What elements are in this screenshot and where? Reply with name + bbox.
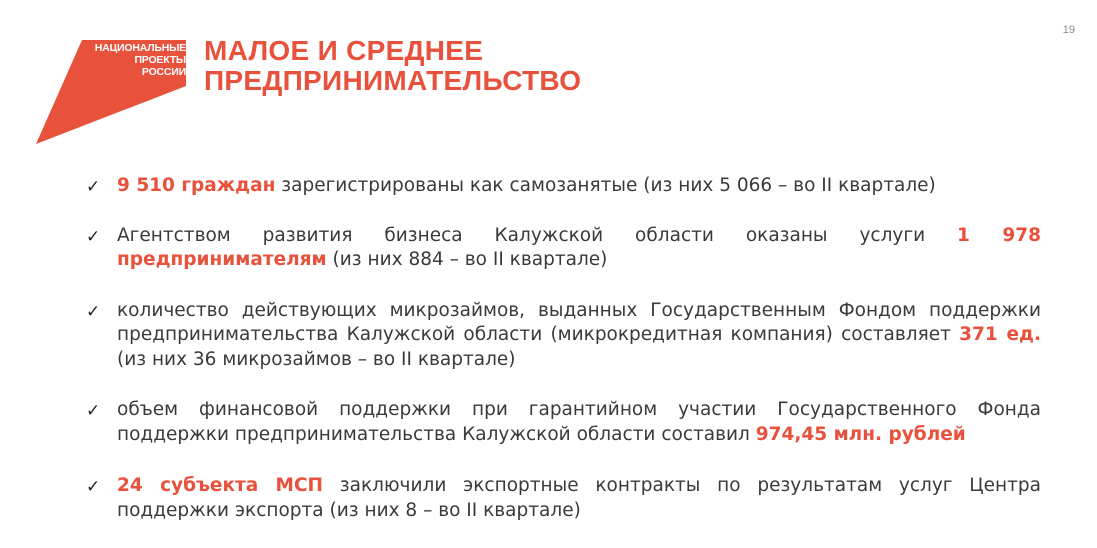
bullet-list (86, 174, 1041, 548)
bullet-text (117, 299, 1041, 373)
logo-line-1: НАЦИОНАЛЬНЫЕ (94, 42, 186, 54)
list-item (86, 474, 1041, 523)
bullet-text-before: Агентством развития бизнеса Калужской области оказаны услуги (117, 224, 958, 246)
page-title (204, 36, 581, 96)
checkmark-icon: ✓ (86, 226, 101, 247)
bullet-text (117, 224, 1041, 273)
logo-line-3: РОССИИ (141, 66, 186, 78)
list-item (86, 299, 1041, 373)
logo-line-2: ПРОЕКТЫ (134, 54, 186, 66)
checkmark-icon: ✓ (86, 477, 101, 497)
bullet-text (117, 174, 1041, 199)
list-item (86, 398, 1041, 447)
page-title-line-1: МАЛОЕ И СРЕДНЕЕ (204, 35, 484, 66)
highlight-value: 371 ед. (959, 324, 1041, 345)
bullet-text-after: заключили экспортные контракты по результатам услуг Центра поддержки экспорта (из них 8 – во II квартале) (117, 475, 1041, 521)
bullet-text (117, 398, 1041, 447)
bullet-text-after: (из них 884 – во II квартале) (326, 249, 608, 270)
bullet-text (117, 474, 1041, 523)
bullet-text-after: (из них 36 микрозаймов – во II квартале) (117, 348, 516, 370)
highlight-value: 9 510 граждан (117, 175, 276, 196)
page-title-line-2: ПРЕДПРИНИМАТЕЛЬСТВО (204, 65, 582, 96)
checkmark-icon: ✓ (86, 401, 101, 421)
bullet-text-before: объем финансовой поддержки при гарантийном участии Государственного Фонда поддержки предпринимательства Калужской области составил (117, 399, 1041, 445)
highlight-value: 1 978 предпринимателям (117, 224, 1042, 270)
national-projects-logo (36, 40, 196, 144)
bullet-text-before: количество действующих микрозаймов, выданных Государственным Фондом поддержки предпринимательства Калужской области (микрокредитная компания) составляет (117, 299, 1041, 345)
checkmark-icon: ✓ (86, 301, 101, 322)
page-number: 19 (1062, 24, 1075, 36)
list-item (86, 174, 1041, 199)
highlight-value: 974,45 млн. рублей (755, 423, 966, 445)
checkmark-icon: ✓ (86, 177, 101, 197)
bullet-text-after: зарегистрированы как самозанятые (из них 5 066 – во II квартале) (275, 175, 936, 196)
list-item (86, 224, 1041, 273)
highlight-value: 24 субъекта МСП (117, 475, 324, 496)
logo-text (86, 42, 186, 78)
